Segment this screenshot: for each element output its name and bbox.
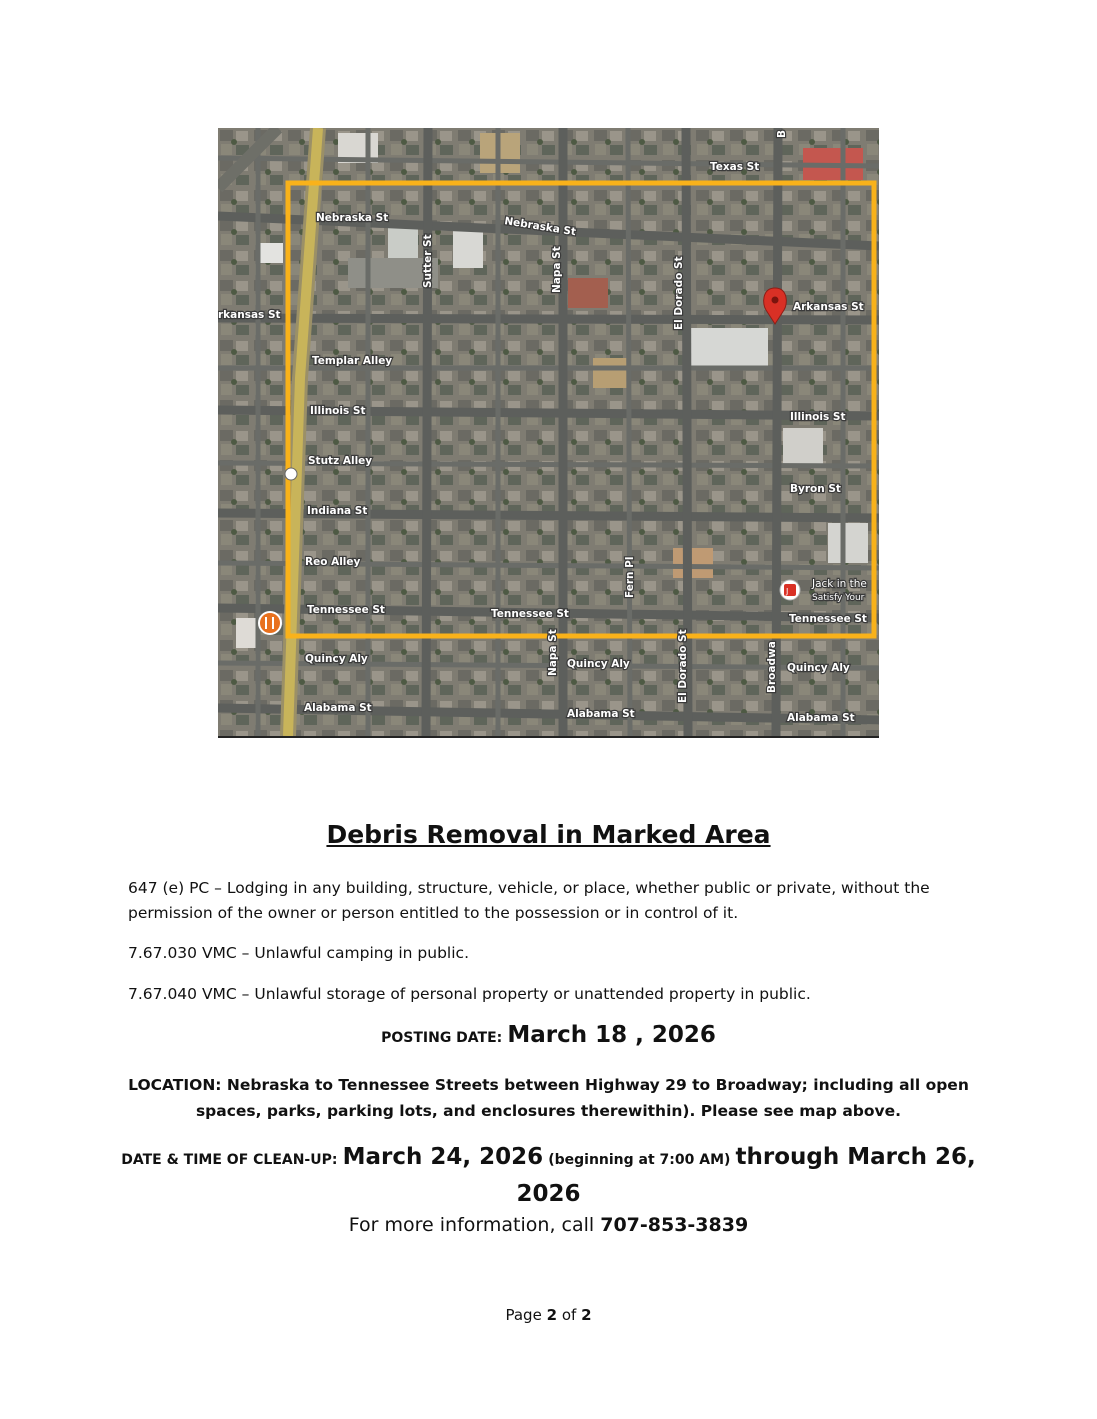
street-label-quincy-w: Quincy Aly <box>305 653 368 665</box>
street-label-reo: Reo Alley <box>305 556 361 568</box>
contact-phone[interactable]: 707-853-3839 <box>600 1214 749 1236</box>
street-label-fern: Fern Pl <box>624 556 636 598</box>
posting-date-line <box>120 1022 977 1048</box>
street-label-broadway: Broadwa <box>766 641 778 693</box>
street-label-quincy-c: Quincy Aly <box>567 658 630 670</box>
street-label-alabama-e: Alabama St <box>787 712 855 724</box>
code-7-67-030-vmc: 7.67.030 VMC – Unlawful camping in public. <box>128 944 469 962</box>
page-title: Debris Removal in Marked Area <box>326 820 771 849</box>
street-label-tennessee-c: Tennessee St <box>491 608 569 620</box>
page-number <box>0 1306 1097 1324</box>
street-label-nebraska-e: Nebraska St <box>503 215 577 239</box>
street-label-stutz: Stutz Alley <box>308 455 373 467</box>
restaurant-icon[interactable] <box>780 580 800 600</box>
cleanup-end-date: through March 26, 2026 <box>516 1144 976 1207</box>
street-label-eldorado-s: El Dorado St <box>677 629 689 703</box>
street-label-byron: Byron St <box>790 483 841 495</box>
page-current: 2 <box>546 1306 558 1324</box>
street-label-arkansas-e: Arkansas St <box>793 301 864 313</box>
page-of-word: of <box>561 1306 577 1324</box>
street-label-napa-n: Napa St <box>551 246 563 293</box>
street-label-tennessee-w: Tennessee St <box>307 604 385 616</box>
street-label-nebraska-w: Nebraska St <box>316 212 389 224</box>
page-total: 2 <box>581 1306 592 1324</box>
street-label-quincy-e: Quincy Aly <box>787 662 850 674</box>
route-shield-icon <box>285 468 297 480</box>
cleanup-label: DATE & TIME OF CLEAN-UP: <box>121 1152 338 1168</box>
cleanup-start-time: (beginning at 7:00 AM) <box>548 1152 731 1168</box>
street-label-broadway-top: B <box>776 129 788 138</box>
food-marker-icon[interactable] <box>259 612 281 634</box>
street-label-texas: Texas St <box>710 161 760 173</box>
map-underline <box>218 736 879 738</box>
code-7-67-040-vmc: 7.67.040 VMC – Unlawful storage of personal property or unattended property in public. <box>128 985 811 1003</box>
street-label-indiana: Indiana St <box>307 505 368 517</box>
cleanup-start-date: March 24, 2026 <box>342 1144 544 1170</box>
street-label-illinois-w: Illinois St <box>310 405 366 417</box>
posting-date-label: POSTING DATE: <box>381 1030 503 1046</box>
aerial-map <box>218 128 879 736</box>
street-label-sutter: Sutter St <box>422 234 434 288</box>
posting-date-value: March 18 , 2026 <box>507 1022 716 1048</box>
poi-name: Jack in the <box>812 578 867 590</box>
street-label-arkansas-w: rkansas St <box>218 309 281 321</box>
cleanup-line <box>120 1140 977 1213</box>
street-label-eldorado-n: El Dorado St <box>673 256 685 330</box>
contact-line <box>120 1214 977 1236</box>
code-647e-pc: 647 (e) PC – Lodging in any building, structure, vehicle, or place, whether public or private, without the permission of the owner or person entitled to the possession or in control of it. <box>128 879 930 922</box>
street-label-illinois-e: Illinois St <box>790 411 846 423</box>
street-label-templar: Templar Alley <box>312 355 393 367</box>
street-label-napa-s: Napa St <box>547 629 559 676</box>
street-label-alabama-c: Alabama St <box>567 708 635 720</box>
location-text: LOCATION: Nebraska to Tennessee Streets between Highway 29 to Broadway; including all open spaces, parks, parking lots, and enclosures therewithin). Please see map above. <box>128 1076 969 1120</box>
poi-subtitle: Satisfy Your <box>812 593 865 603</box>
svg-text:J: J <box>786 587 789 596</box>
street-label-alabama-w: Alabama St <box>304 702 372 714</box>
page-word: Page <box>505 1306 542 1324</box>
street-label-tennessee-e: Tennessee St <box>789 613 867 625</box>
contact-prefix: For more information, call <box>348 1214 595 1236</box>
